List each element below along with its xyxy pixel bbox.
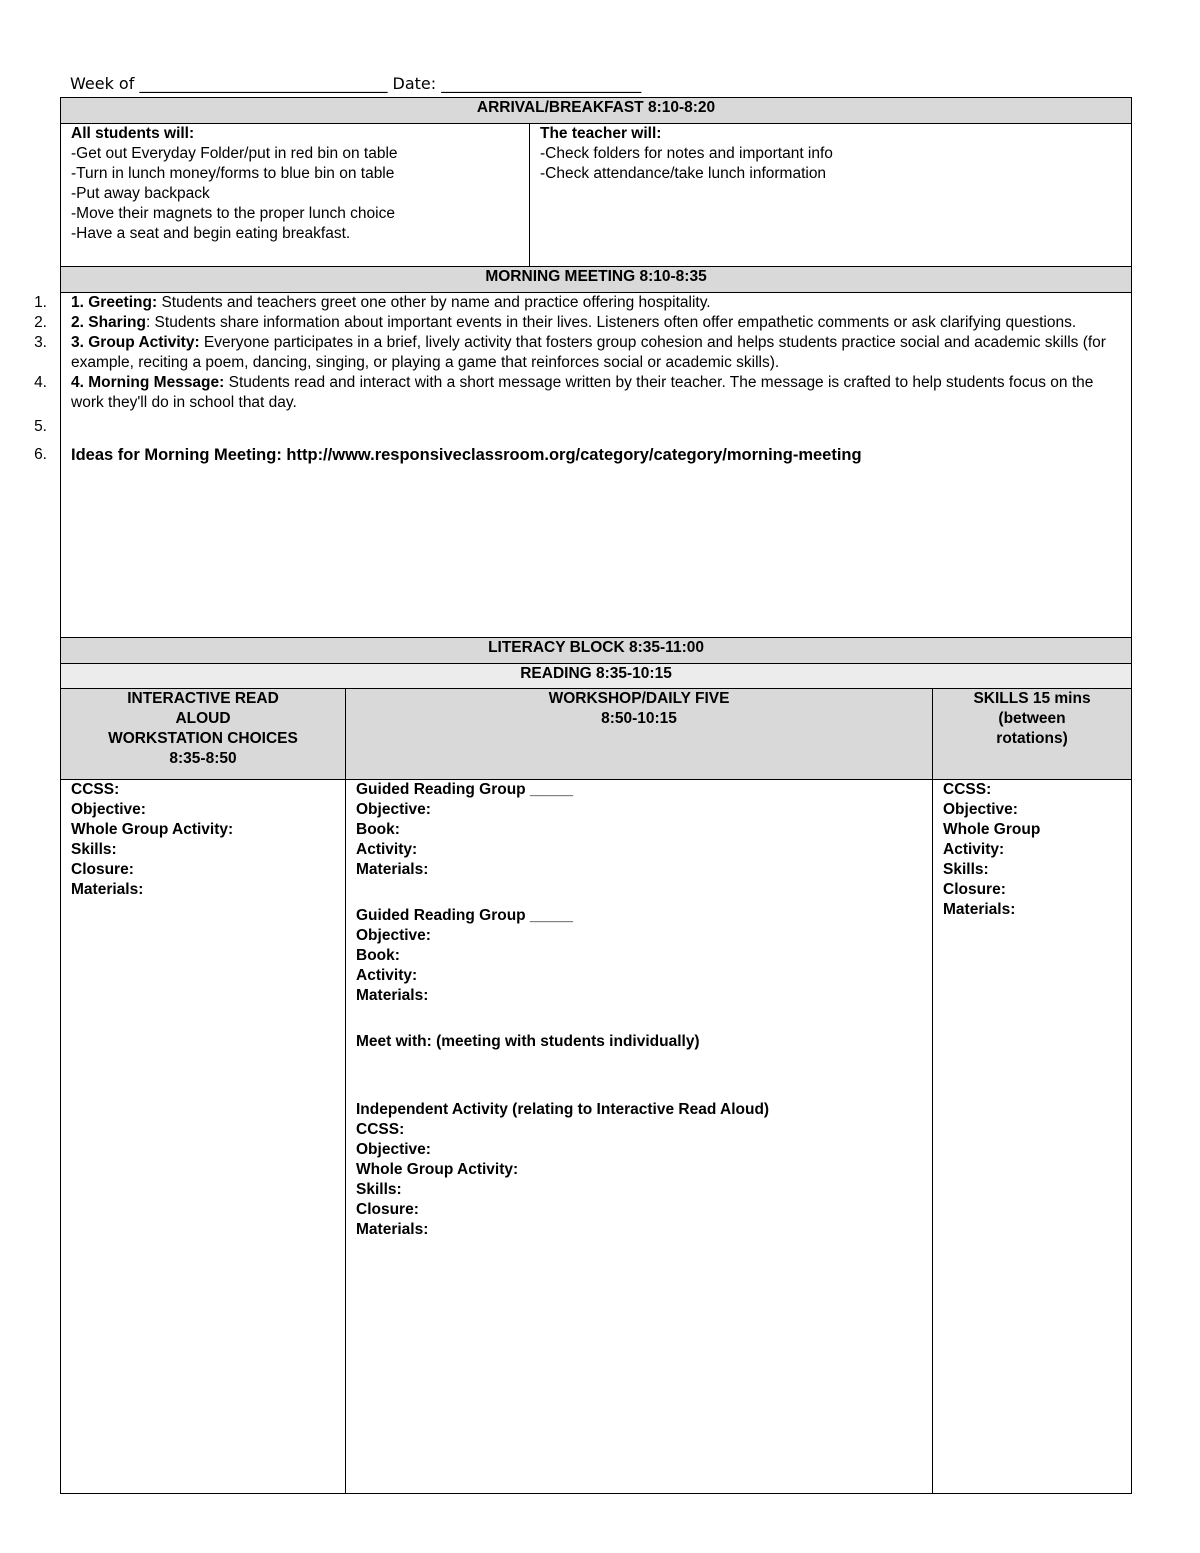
plan-field: Independent Activity (relating to Interactive Read Aloud) xyxy=(356,1101,770,1118)
meeting-item-text: Students and teachers greet one other by name and practice offering hospitality. xyxy=(157,294,711,311)
meeting-item-empty xyxy=(34,413,1121,445)
week-label: Week of xyxy=(70,74,135,93)
students-item: -Put away backpack xyxy=(71,185,210,202)
col-header-line: (between xyxy=(998,710,1066,727)
arrival-title: ARRIVAL/BREAKFAST 8:10-8:20 xyxy=(61,98,1132,124)
col-header-line: WORKSTATION CHOICES xyxy=(108,730,298,747)
meeting-item-group-activity xyxy=(34,333,1121,373)
week-blank[interactable]: _______________________________ xyxy=(139,74,388,93)
plan-field: Materials: xyxy=(356,1221,429,1238)
plan-field: Skills: xyxy=(943,861,989,878)
teacher-item: -Check folders for notes and important info xyxy=(540,145,833,162)
teacher-heading: The teacher will: xyxy=(540,125,662,142)
meeting-ideas xyxy=(34,445,1121,465)
arrival-students-cell xyxy=(61,124,530,267)
plan-field: Skills: xyxy=(71,841,117,858)
plan-field: Materials: xyxy=(356,987,429,1004)
plan-field: Skills: xyxy=(356,1181,402,1198)
plan-field: Whole Group Activity: xyxy=(356,1161,519,1178)
students-heading: All students will: xyxy=(71,125,195,142)
meeting-item-label: 3. Group Activity: xyxy=(71,334,200,351)
list-number: 3. xyxy=(34,334,47,351)
lesson-plan-table xyxy=(34,97,1132,1494)
meeting-ideas-link[interactable]: Ideas for Morning Meeting: http://www.responsiveclassroom.org/category/category/morning-meeting xyxy=(71,446,862,464)
meeting-item-greeting xyxy=(34,293,1121,313)
list-number: 4. xyxy=(34,374,47,391)
students-item: -Have a seat and begin eating breakfast. xyxy=(71,225,351,242)
meeting-item-morning-message xyxy=(34,373,1121,413)
plan-field: Objective: xyxy=(943,801,1018,818)
list-number: 1. xyxy=(34,294,47,311)
plan-field: Closure: xyxy=(71,861,134,878)
plan-field: Objective: xyxy=(71,801,146,818)
list-number: 5. xyxy=(34,418,47,435)
plan-field: Objective: xyxy=(356,927,431,944)
meet-with-field: Meet with: (meeting with students individually) xyxy=(356,1033,700,1050)
meeting-item-sharing xyxy=(34,313,1121,333)
meeting-item-text: : Students share information about important events in their lives. Listeners often offer empathetic comments or ask clarifying questions. xyxy=(145,314,1077,331)
meeting-item-text: Everyone participates in a brief, lively activity that fosters group cohesion and helps students practice social and academic skills (for example, reciting a poem, dancing, singing, or playing a game that reinforces social or academic skills). xyxy=(71,334,1106,371)
col-header-line: 8:35-8:50 xyxy=(169,750,237,767)
plan-field: Materials: xyxy=(71,881,144,898)
plan-field: CCSS: xyxy=(71,781,120,798)
plan-field: Whole Group xyxy=(943,821,1041,838)
read-aloud-cell xyxy=(61,780,346,1494)
meeting-item-text: Students read and interact with a short message written by their teacher. The message is crafted to help students focus on the work they'll do in school that day. xyxy=(71,374,1094,411)
students-item: -Turn in lunch money/forms to blue bin on table xyxy=(71,165,395,182)
col-header-skills xyxy=(933,689,1132,780)
col-header-line: rotations) xyxy=(996,730,1068,747)
list-number: 6. xyxy=(34,446,47,463)
workshop-cell xyxy=(346,780,933,1494)
col-header-workshop xyxy=(346,689,933,780)
plan-field: Objective: xyxy=(356,1141,431,1158)
col-header-line: ALOUD xyxy=(175,710,231,727)
week-date-line xyxy=(70,74,641,93)
students-item: -Move their magnets to the proper lunch choice xyxy=(71,205,395,222)
plan-field: CCSS: xyxy=(943,781,992,798)
plan-field: Materials: xyxy=(943,901,1016,918)
meeting-item-label: 4. Morning Message: xyxy=(71,374,225,391)
plan-field: Closure: xyxy=(356,1201,419,1218)
students-item: -Get out Everyday Folder/put in red bin on table xyxy=(71,145,398,162)
morning-meeting-title: MORNING MEETING 8:10-8:35 xyxy=(61,267,1132,293)
skills-cell xyxy=(933,780,1132,1494)
col-header-line: 8:50-10:15 xyxy=(601,710,677,727)
plan-field: Whole Group Activity: xyxy=(71,821,234,838)
col-header-line: INTERACTIVE READ xyxy=(127,690,279,707)
plan-field: Closure: xyxy=(943,881,1006,898)
col-header-read-aloud xyxy=(61,689,346,780)
col-header-line: SKILLS 15 mins xyxy=(973,690,1091,707)
plan-field: Activity: xyxy=(356,967,418,984)
date-blank[interactable]: _________________________ xyxy=(441,74,642,93)
reading-title: READING 8:35-10:15 xyxy=(61,664,1132,689)
meeting-item-label: 1. Greeting: xyxy=(71,294,158,311)
plan-field: Activity: xyxy=(356,841,418,858)
plan-field: Guided Reading Group _____ xyxy=(356,907,574,924)
plan-field: Activity: xyxy=(943,841,1005,858)
plan-field: Guided Reading Group _____ xyxy=(356,781,574,798)
list-number: 2. xyxy=(34,314,47,331)
plan-field: CCSS: xyxy=(356,1121,405,1138)
date-label: Date: xyxy=(392,74,437,93)
literacy-title: LITERACY BLOCK 8:35-11:00 xyxy=(61,638,1132,664)
plan-field: Materials: xyxy=(356,861,429,878)
col-header-line: WORKSHOP/DAILY FIVE xyxy=(548,690,730,707)
teacher-item: -Check attendance/take lunch information xyxy=(540,165,827,182)
arrival-teacher-cell xyxy=(530,124,1132,267)
morning-meeting-cell xyxy=(34,293,1132,638)
plan-field: Objective: xyxy=(356,801,431,818)
plan-field: Book: xyxy=(356,821,400,838)
plan-field: Book: xyxy=(356,947,400,964)
meeting-item-label: 2. Sharing xyxy=(71,314,146,331)
